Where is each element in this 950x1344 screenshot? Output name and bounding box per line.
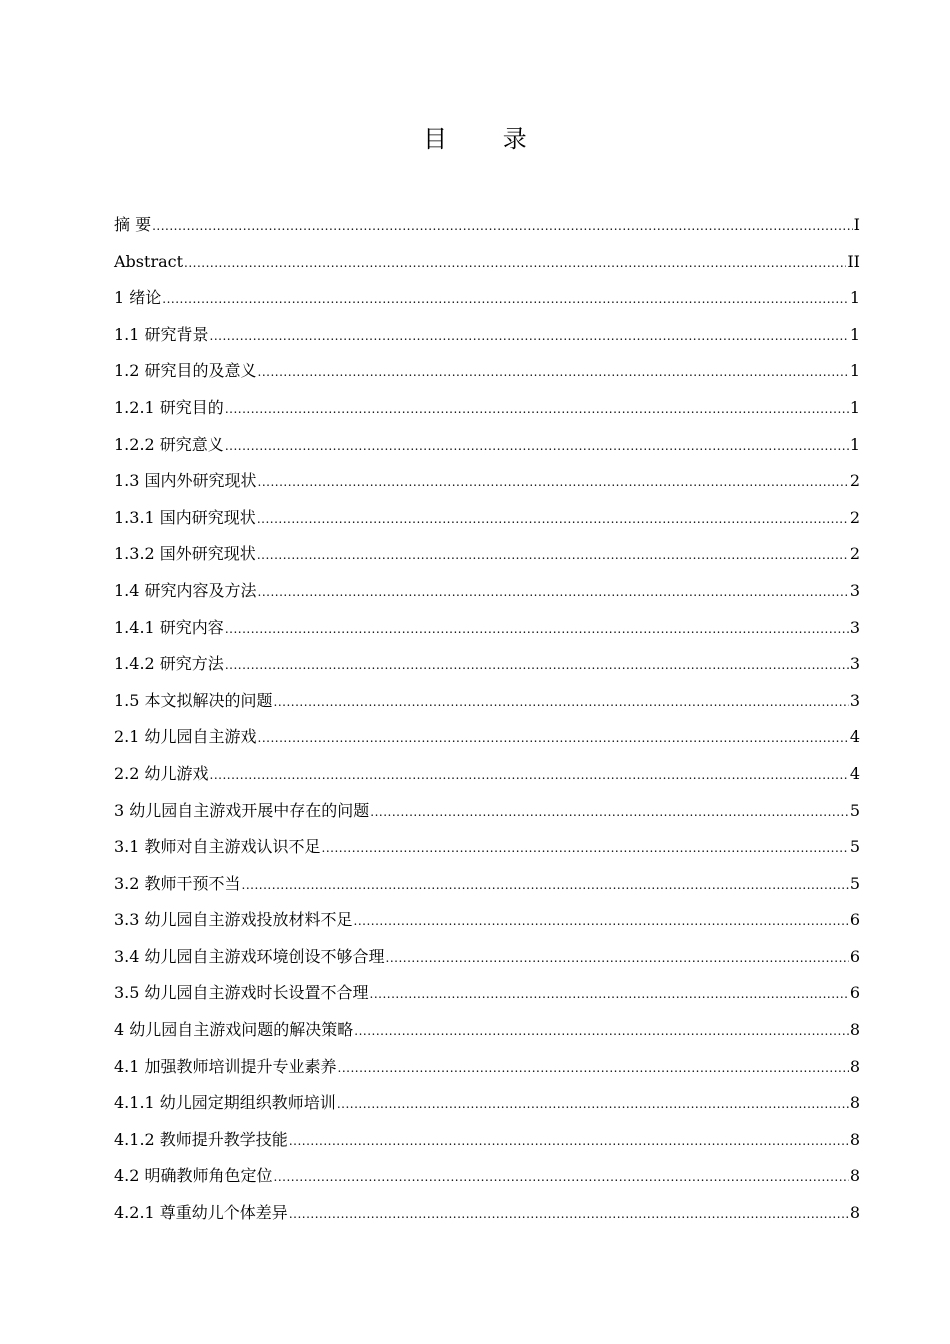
toc-entry[interactable]: [114, 866, 860, 903]
toc-entry[interactable]: [114, 756, 860, 793]
toc-entry-page-number: 5: [849, 873, 860, 893]
toc-entry-page-number: 4: [849, 763, 860, 783]
table-of-contents: [114, 207, 860, 1232]
toc-entry-page-number: 1: [849, 361, 860, 381]
toc-dot-leader: [258, 464, 849, 501]
toc-entry[interactable]: [114, 1195, 860, 1232]
toc-entry-page-number: II: [847, 251, 860, 271]
toc-entry[interactable]: [114, 427, 860, 464]
toc-entry-label: 4 幼儿园自主游戏问题的解决策略: [114, 1020, 354, 1040]
toc-entry[interactable]: [114, 1012, 860, 1049]
toc-entry-page-number: 8: [849, 1129, 860, 1149]
toc-dot-leader: [274, 684, 849, 721]
toc-dot-leader: [258, 720, 849, 757]
toc-entry[interactable]: [114, 939, 860, 976]
toc-entry[interactable]: [114, 829, 860, 866]
toc-entry[interactable]: [114, 1158, 860, 1195]
toc-dot-leader: [225, 647, 849, 684]
toc-dot-leader: [210, 757, 849, 794]
toc-entry-page-number: 2: [849, 544, 860, 564]
page-title: 目 录: [423, 125, 551, 153]
toc-entry-label: 4.2.1 尊重幼儿个体差异: [114, 1203, 288, 1223]
toc-entry-page-number: 6: [849, 983, 860, 1003]
toc-entry-label: 3.5 幼儿园自主游戏时长设置不合理: [114, 983, 369, 1003]
toc-entry[interactable]: [114, 610, 860, 647]
toc-dot-leader: [225, 428, 849, 465]
toc-entry-label: 1.3.2 国外研究现状: [114, 544, 256, 564]
toc-entry-page-number: 3: [849, 654, 860, 674]
toc-entry-page-number: 5: [849, 837, 860, 857]
toc-entry-page-number: 3: [849, 617, 860, 637]
toc-entry[interactable]: [114, 390, 860, 427]
toc-entry-page-number: 4: [849, 727, 860, 747]
toc-dot-leader: [162, 281, 849, 318]
toc-entry-label: 摘 要: [114, 215, 152, 234]
toc-dot-leader: [225, 611, 849, 648]
toc-entry-label: 4.2 明确教师角色定位: [114, 1166, 273, 1186]
toc-entry[interactable]: [114, 207, 860, 244]
toc-entry[interactable]: [114, 975, 860, 1012]
toc-entry[interactable]: [114, 280, 860, 317]
toc-entry-label: 1.4.2 研究方法: [114, 654, 224, 674]
toc-dot-leader: [289, 1123, 849, 1160]
toc-entry-page-number: 8: [849, 1056, 860, 1076]
toc-dot-leader: [152, 208, 853, 245]
toc-entry-label: 1 绪论: [114, 288, 162, 308]
toc-dot-leader: [210, 318, 849, 355]
toc-dot-leader: [258, 354, 849, 391]
toc-dot-leader: [242, 867, 849, 904]
toc-dot-leader: [257, 501, 849, 538]
toc-entry[interactable]: [114, 1122, 860, 1159]
toc-entry-label: 1.3 国内外研究现状: [114, 471, 257, 491]
toc-dot-leader: [274, 1159, 849, 1196]
toc-dot-leader: [184, 245, 846, 282]
toc-entry-label: 2.1 幼儿园自主游戏: [114, 727, 257, 747]
toc-entry-label: 3.2 教师干预不当: [114, 873, 241, 893]
toc-entry-label: 1.4.1 研究内容: [114, 617, 224, 637]
toc-entry[interactable]: [114, 463, 860, 500]
toc-dot-leader: [258, 574, 849, 611]
toc-entry-label: Abstract: [114, 251, 184, 271]
toc-entry-label: 4.1.2 教师提升教学技能: [114, 1129, 288, 1149]
toc-dot-leader: [289, 1196, 849, 1233]
toc-dot-leader: [386, 940, 849, 977]
toc-dot-leader: [257, 537, 849, 574]
toc-entry-label: 3.4 幼儿园自主游戏环境创设不够合理: [114, 946, 385, 966]
toc-dot-leader: [354, 1013, 849, 1050]
toc-entry-label: 1.5 本文拟解决的问题: [114, 690, 273, 710]
toc-dot-leader: [370, 794, 849, 831]
toc-entry[interactable]: [114, 244, 860, 281]
toc-entry[interactable]: [114, 573, 860, 610]
toc-entry-label: 1.1 研究背景: [114, 324, 209, 344]
toc-entry-page-number: 2: [849, 507, 860, 527]
toc-entry-label: 1.2 研究目的及意义: [114, 361, 257, 381]
toc-entry-page-number: 8: [849, 1093, 860, 1113]
toc-entry-page-number: 2: [849, 471, 860, 491]
toc-entry-label: 3.3 幼儿园自主游戏投放材料不足: [114, 910, 353, 930]
toc-entry-label: 1.2.2 研究意义: [114, 434, 224, 454]
toc-entry[interactable]: [114, 793, 860, 830]
toc-entry[interactable]: [114, 1085, 860, 1122]
toc-dot-leader: [354, 903, 849, 940]
toc-entry-label: 1.2.1 研究目的: [114, 397, 224, 417]
toc-entry-label: 3.1 教师对自主游戏认识不足: [114, 837, 321, 857]
toc-entry-page-number: I: [853, 215, 860, 234]
toc-dot-leader: [338, 1050, 849, 1087]
toc-entry-label: 2.2 幼儿游戏: [114, 763, 209, 783]
toc-entry-page-number: 1: [849, 434, 860, 454]
toc-entry-label: 4.1.1 幼儿园定期组织教师培训: [114, 1093, 336, 1113]
toc-entry[interactable]: [114, 646, 860, 683]
toc-entry-page-number: 1: [849, 397, 860, 417]
toc-entry-page-number: 6: [849, 910, 860, 930]
toc-entry-label: 4.1 加强教师培训提升专业素养: [114, 1056, 337, 1076]
toc-entry[interactable]: [114, 902, 860, 939]
toc-dot-leader: [337, 1086, 849, 1123]
toc-dot-leader: [225, 391, 849, 428]
toc-entry[interactable]: [114, 719, 860, 756]
toc-entry-label: 3 幼儿园自主游戏开展中存在的问题: [114, 800, 370, 820]
toc-entry-page-number: 1: [849, 324, 860, 344]
toc-entry[interactable]: [114, 500, 860, 537]
toc-entry-page-number: 6: [849, 946, 860, 966]
toc-entry[interactable]: [114, 683, 860, 720]
toc-entry[interactable]: [114, 353, 860, 390]
toc-entry[interactable]: [114, 1049, 860, 1086]
toc-entry-page-number: 5: [849, 800, 860, 820]
toc-entry-page-number: 8: [849, 1020, 860, 1040]
toc-entry-page-number: 8: [849, 1203, 860, 1223]
toc-dot-leader: [322, 830, 849, 867]
toc-entry-page-number: 3: [849, 580, 860, 600]
toc-entry-label: 1.3.1 国内研究现状: [114, 507, 256, 527]
toc-entry-page-number: 1: [849, 288, 860, 308]
toc-dot-leader: [370, 976, 849, 1013]
toc-entry-page-number: 3: [849, 690, 860, 710]
toc-entry[interactable]: [114, 317, 860, 354]
toc-entry-label: 1.4 研究内容及方法: [114, 580, 257, 600]
toc-entry-page-number: 8: [849, 1166, 860, 1186]
toc-entry[interactable]: [114, 536, 860, 573]
